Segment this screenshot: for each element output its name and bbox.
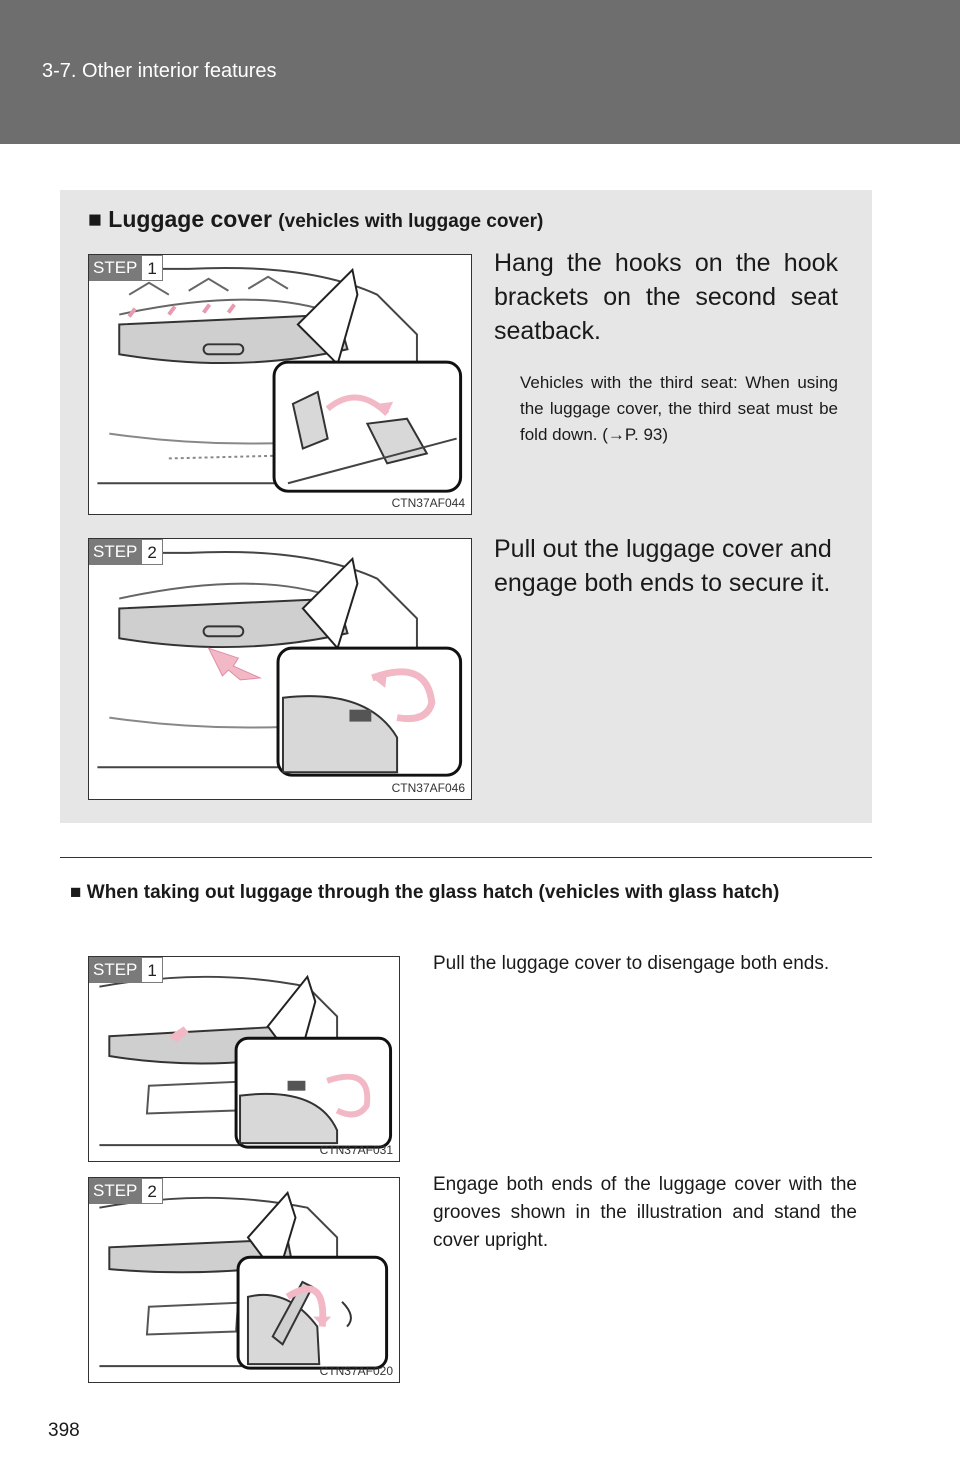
heading-text: When taking out luggage through the glass hatch (vehicles with glass hatch) xyxy=(86,882,780,903)
illustration-glass-hatch-step2 xyxy=(88,1177,400,1383)
heading-marker: ■ xyxy=(88,206,102,232)
step1-instruction: Hang the hooks on the hook brackets on the second seat seatback. xyxy=(494,249,838,345)
heading-title: Luggage cover xyxy=(108,206,272,232)
step-badge: STEP 2 xyxy=(89,539,163,565)
stand-cover-upright-drawing xyxy=(89,1178,399,1382)
illustration-step1-hook xyxy=(88,254,472,515)
section-title: 3-7. Other interior features xyxy=(42,60,277,82)
page-number: 398 xyxy=(48,1420,80,1441)
figure-code: CTN37AF044 xyxy=(391,496,465,510)
figure-code: CTN37AF031 xyxy=(319,1143,393,1157)
cover-pull-drawing xyxy=(89,539,471,799)
glass-hatch-step2-text: Engage both ends of the luggage cover with the grooves shown in the illustration and stand the cover upright. xyxy=(433,1174,857,1251)
heading-subtitle: (vehicles with luggage cover) xyxy=(278,211,544,232)
panel-heading xyxy=(88,206,543,233)
page-header xyxy=(0,0,960,144)
section-divider xyxy=(60,857,872,858)
figure-code: CTN37AF020 xyxy=(319,1364,393,1378)
step-badge: STEP 2 xyxy=(89,1178,163,1204)
step2-instruction: Pull out the luggage cover and engage both ends to secure it. xyxy=(494,535,832,597)
illustration-glass-hatch-step1 xyxy=(88,956,400,1162)
disengage-cover-drawing xyxy=(89,957,399,1161)
step-badge: STEP 1 xyxy=(89,255,163,281)
illustration-step2-pull-cover xyxy=(88,538,472,800)
step1-note: Vehicles with the third seat: When using the luggage cover, the third seat must be fold down. (→P. 93) xyxy=(520,373,838,444)
glass-hatch-heading xyxy=(70,880,866,906)
figure-code: CTN37AF046 xyxy=(391,781,465,795)
cargo-hook-drawing xyxy=(89,255,471,514)
step-badge: STEP 1 xyxy=(89,957,163,983)
glass-hatch-step1-text: Pull the luggage cover to disengage both ends. xyxy=(433,953,830,974)
heading-marker: ■ xyxy=(70,882,82,903)
